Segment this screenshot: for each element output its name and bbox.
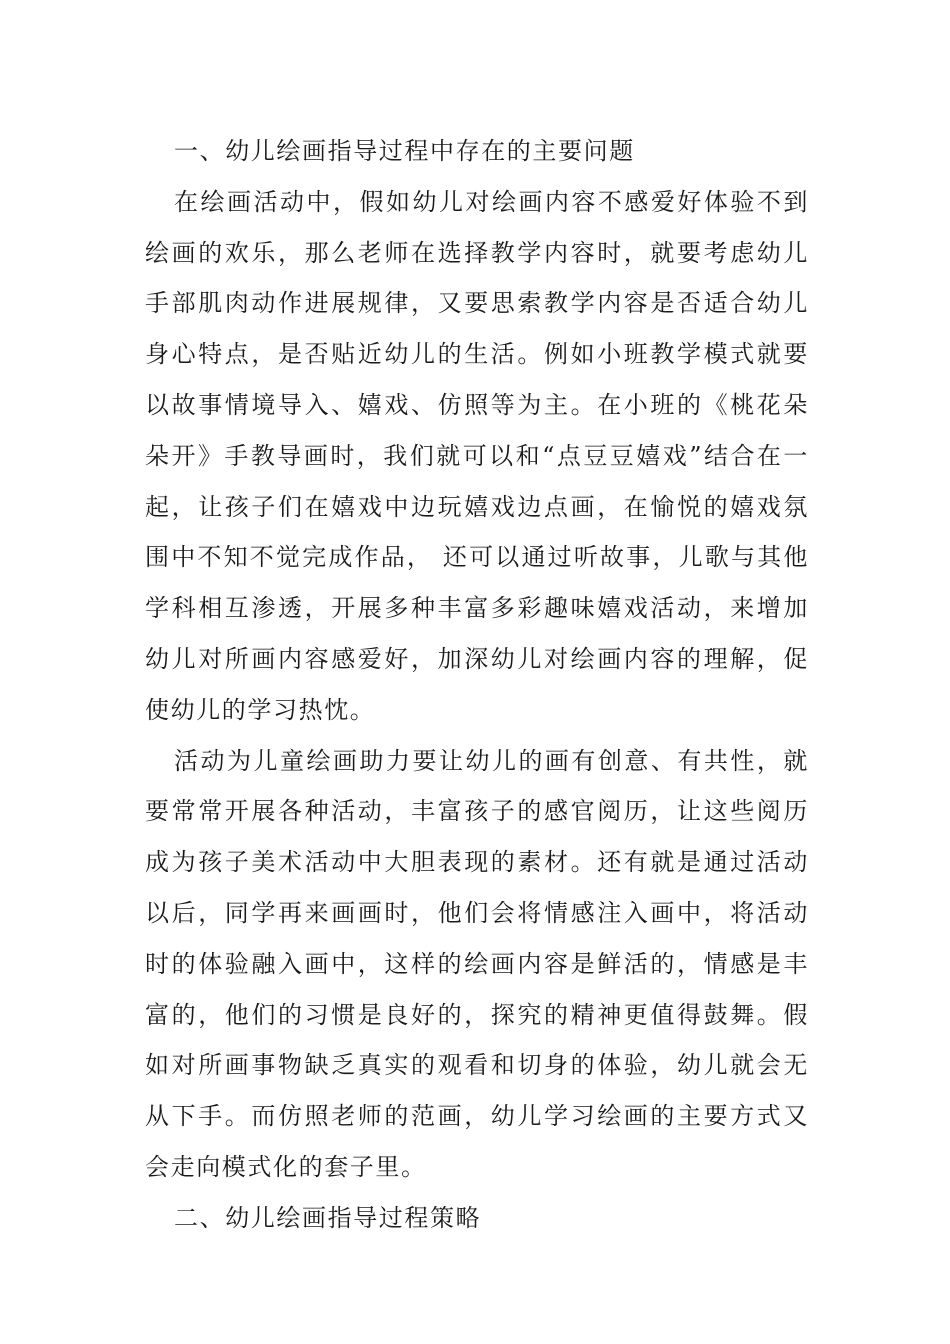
document-page bbox=[145, 126, 809, 1244]
section-heading-2: 二、幼儿绘画指导过程策略 bbox=[174, 1203, 482, 1232]
paragraph-1: 在绘画活动中，假如幼儿对绘画内容不感爱好体验不到绘画的欢乐，那么老师在选择教学内容时，就要考虑幼儿手部肌肉动作进展规律，又要思索教学内容是否适合幼儿身心特点，是否贴近幼儿的生活。例如小班教学模式就要以故事情境导入、嬉戏、仿照等为主。在小班的《桃花朵朵开》手教导画时，我们就可以和“点豆豆嬉戏”结合在一起，让孩子们在嬉戏中边玩嬉戏边点画，在愉悦的嬉戏氛围中不知不觉完成作品， 还可以通过听故事，儿歌与其他学科相互渗透，开展多种丰富多彩趣味嬉戏活动，来增加幼儿对所画内容感爱好，加深幼儿对绘画内容的理解，促使幼儿的学习热忱。 bbox=[145, 187, 809, 724]
section-heading-1: 一、幼儿绘画指导过程中存在的主要问题 bbox=[174, 137, 635, 165]
paragraph-2: 活动为儿童绘画助力要让幼儿的画有创意、有共性，就要常常开展各种活动，丰富孩子的感官阅历，让这些阅历成为孩子美术活动中大胆表现的素材。还有就是通过活动以后，同学再来画画时，他们会将情感注入画中，将活动时的体验融入画中，这样的绘画内容是鲜活的，情感是丰富的，他们的习惯是良好的，探究的精神更值得鼓舞。假如对所画事物缺乏真实的观看和切身的体验，幼儿就会无从下手。而仿照老师的范画，幼儿学习绘画的主要方式又会走向模式化的套子里。 bbox=[145, 746, 809, 1181]
